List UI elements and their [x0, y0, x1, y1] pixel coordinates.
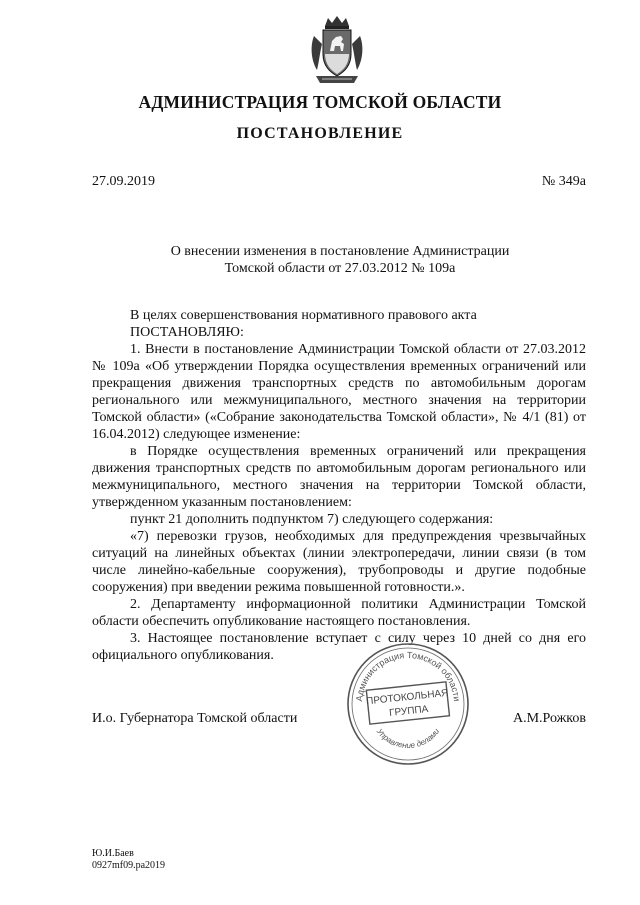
footer	[92, 848, 165, 872]
subject-line-2: Томской области от 27.03.2012 № 109а	[224, 261, 456, 276]
svg-text:Управление делами	[374, 726, 441, 750]
item-1-point: пункт 21 дополнить подпунктом 7) следующего содержания:	[130, 512, 494, 527]
stamp-center-line-2: ГРУППА	[388, 703, 429, 719]
item-1-quote: «7) перевозки грузов, необходимых для предупреждения чрезвычайных ситуаций на линейных объектах (линии электропередачи, линии связи (в том числе линейно-кабельные сооружения), трубопроводы и другие подобные сооружения) при введении режима повышенной готовности.».	[92, 529, 586, 595]
item-1-detail: в Порядке осуществления временных ограничений или прекращения движения транспортных средств по автомобильным дорогам регионального или межмуниципального, местного значения на территории Томской области, утвержденном указанным постановлением:	[92, 444, 586, 510]
item-1: 1. Внести в постановление Администрации Томской области от 27.03.2012 № 109а «Об утверждении Порядка осуществления временных ограничений или прекращения движения транспортных средств по автомобильным дорогам регионального или межмуниципального, местного значения на территории Томской области» («Собрание законодательства Томской области», № 4/1 (81) от 16.04.2012) следующее изменение:	[92, 342, 586, 442]
organization-title: АДМИНИСТРАЦИЯ ТОМСКОЙ ОБЛАСТИ	[138, 92, 502, 112]
executor-name: Ю.И.Баев	[92, 848, 134, 859]
item-2: 2. Департаменту информационной политики Администрации Томской области обеспечить опубликование настоящего постановления.	[92, 597, 586, 629]
stamp-bottom-text: Управление делами	[374, 726, 442, 751]
document-subject	[120, 243, 560, 277]
document-type: ПОСТАНОВЛЕНИЕ	[236, 125, 404, 142]
document-code: 0927mf09.pa2019	[92, 860, 166, 871]
signatory-position: И.о. Губернатора Томской области	[92, 711, 298, 726]
stamp-center-line-1: ПРОТОКОЛЬНАЯ	[365, 687, 449, 708]
preamble: В целях совершенствования нормативного правового акта	[130, 308, 477, 323]
subject-line-1: О внесении изменения в постановление Администрации	[170, 244, 510, 259]
resolve-word: ПОСТАНОВЛЯЮ:	[130, 325, 244, 340]
item-3: 3. Настоящее постановление вступает с силу через 10 дней со дня его официального опубликования.	[92, 631, 586, 663]
protocol-group-stamp	[344, 640, 472, 768]
signatory-name: А.М.Рожков	[512, 711, 586, 726]
document-date: 27.09.2019	[92, 174, 155, 189]
stamp-ring-text: Администрация Томской области	[354, 649, 462, 702]
document-body	[92, 307, 586, 664]
document-number: № 349а	[541, 174, 586, 189]
coat-of-arms-icon	[308, 14, 366, 86]
